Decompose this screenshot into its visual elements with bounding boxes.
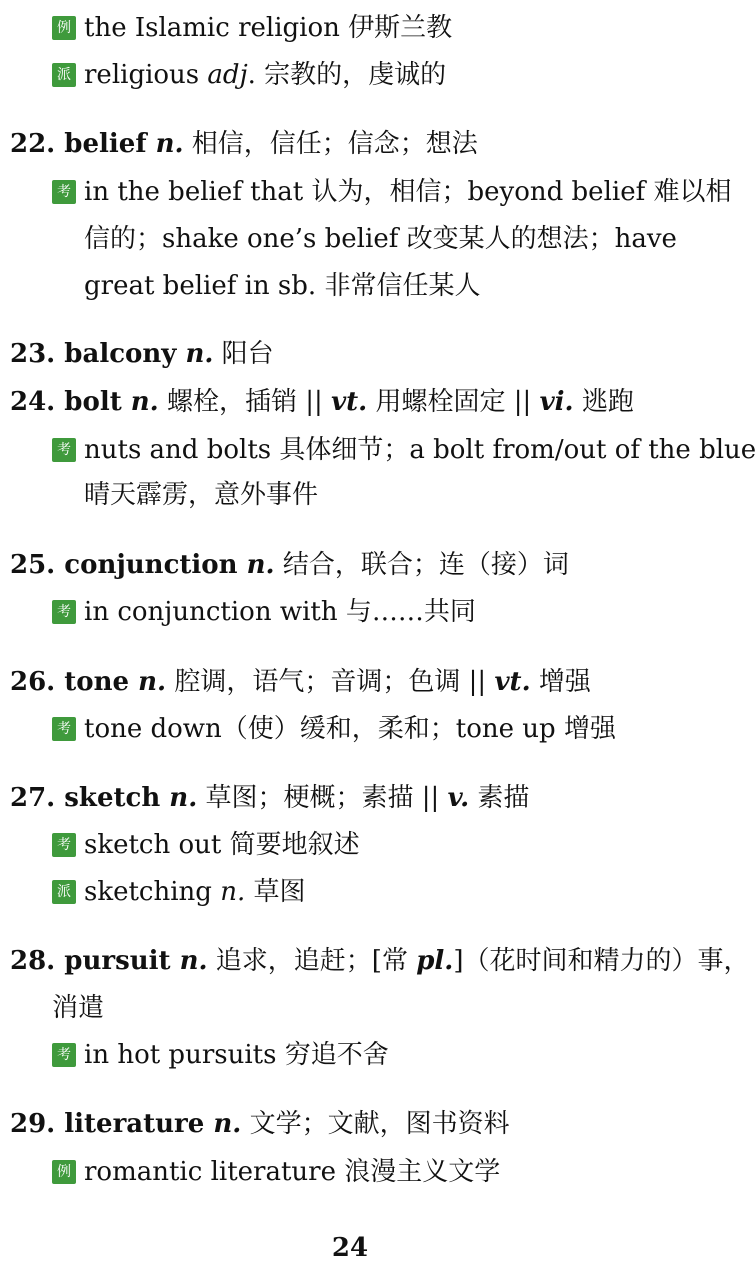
headword: sketch <box>64 783 170 813</box>
definition: ]（花时间和精力的）事， <box>453 946 750 976</box>
usage-text: in hot pursuits 穷追不舍 <box>84 1040 389 1070</box>
entry-number: 22. <box>10 129 65 159</box>
entry-tone-headword <box>10 662 591 702</box>
derivative-badge: 派 <box>52 63 76 87</box>
part-of-speech: n. <box>246 550 275 580</box>
part-of-speech: n. <box>213 1109 242 1139</box>
definition: 结合，联合；连（接）词 <box>274 550 569 580</box>
derivative-meaning: 草图 <box>245 877 306 907</box>
usage-line <box>52 430 756 470</box>
definition: 草图；梗概；素描 || <box>197 783 448 813</box>
part-of-speech: adj <box>207 60 248 90</box>
usage-text: tone down（使）缓和，柔和；tone up 增强 <box>84 714 616 744</box>
definition: 用螺栓固定 || <box>367 387 540 417</box>
definition: 素描 <box>469 783 530 813</box>
usage-continuation: 信的；shake one’s belief 改变某人的想法；have <box>84 224 677 254</box>
usage-line <box>52 709 616 749</box>
entry-number: 26. <box>10 667 65 697</box>
usage-text: in the belief that 认为，相信；beyond belief 难以相 <box>84 177 732 207</box>
entry-number: 23. <box>10 339 65 369</box>
example-text: the Islamic religion 伊斯兰教 <box>84 13 453 43</box>
part-of-speech: vt. <box>494 667 531 697</box>
part-of-speech: n. <box>169 783 198 813</box>
example-line <box>52 1152 500 1192</box>
usage-badge: 考 <box>52 438 76 462</box>
definition-continuation: 消遣 <box>52 993 105 1023</box>
page-number: 24 <box>331 1233 369 1263</box>
part-of-speech: pl. <box>416 946 454 976</box>
definition: 增强 <box>530 667 591 697</box>
part-of-speech: n. <box>130 387 159 417</box>
part-of-speech: n. <box>138 667 167 697</box>
usage-line <box>52 825 360 865</box>
part-of-speech: n. <box>185 339 214 369</box>
headword: balcony <box>64 339 186 369</box>
example-badge: 例 <box>52 1160 76 1184</box>
example-line <box>52 8 452 48</box>
headword: literature <box>64 1109 214 1139</box>
definition: 追求，追赶；[常 <box>207 946 417 976</box>
example-badge: 例 <box>52 16 76 40</box>
part-of-speech: vi. <box>539 387 574 417</box>
derivative-badge: 派 <box>52 880 76 904</box>
entry-balcony-headword <box>10 334 274 374</box>
definition: 阳台 <box>213 339 274 369</box>
definition: 逃跑 <box>573 387 634 417</box>
definition: 相信，信任；信念；想法 <box>183 129 478 159</box>
derivative-word: religious <box>84 60 208 90</box>
usage-line <box>52 172 731 212</box>
headword: pursuit <box>64 946 180 976</box>
entry-literature-headword <box>10 1104 510 1144</box>
part-of-speech: v. <box>447 783 470 813</box>
derivative-line <box>52 55 446 95</box>
part-of-speech: vt. <box>331 387 368 417</box>
example-text: romantic literature 浪漫主义文学 <box>84 1157 501 1187</box>
usage-text: nuts and bolts 具体细节；a bolt from/out of the blue <box>84 435 756 465</box>
part-of-speech: n. <box>220 877 246 907</box>
usage-text: sketch out 简要地叙述 <box>84 830 360 860</box>
usage-line <box>52 1035 389 1075</box>
usage-line <box>52 592 476 632</box>
definition: 螺栓，插销 || <box>158 387 332 417</box>
derivative-line <box>52 872 306 912</box>
entry-number: 24. <box>10 387 65 417</box>
usage-badge: 考 <box>52 1043 76 1067</box>
derivative-meaning: . 宗教的，虔诚的 <box>247 60 447 90</box>
usage-text: in conjunction with 与……共同 <box>84 597 476 627</box>
usage-continuation: 晴天霹雳，意外事件 <box>84 480 319 510</box>
entry-sketch-headword <box>10 778 529 818</box>
headword: belief <box>64 129 156 159</box>
usage-badge: 考 <box>52 717 76 741</box>
derivative-word: sketching <box>84 877 221 907</box>
entry-conjunction-headword <box>10 545 569 585</box>
headword: tone <box>64 667 139 697</box>
entry-number: 28. <box>10 946 65 976</box>
entry-pursuit-headword <box>10 941 749 981</box>
usage-badge: 考 <box>52 600 76 624</box>
definition: 文学；文献，图书资料 <box>241 1109 510 1139</box>
usage-badge: 考 <box>52 833 76 857</box>
usage-badge: 考 <box>52 180 76 204</box>
entry-number: 27. <box>10 783 65 813</box>
headword: bolt <box>64 387 131 417</box>
definition: 腔调，语气；音调；色调 || <box>166 667 495 697</box>
usage-continuation: great belief in sb. 非常信任某人 <box>84 271 481 301</box>
entry-bolt-headword <box>10 382 634 422</box>
entry-number: 29. <box>10 1109 65 1139</box>
part-of-speech: n. <box>155 129 184 159</box>
part-of-speech: n. <box>179 946 208 976</box>
entry-belief-headword <box>10 124 478 164</box>
headword: conjunction <box>64 550 247 580</box>
entry-number: 25. <box>10 550 65 580</box>
